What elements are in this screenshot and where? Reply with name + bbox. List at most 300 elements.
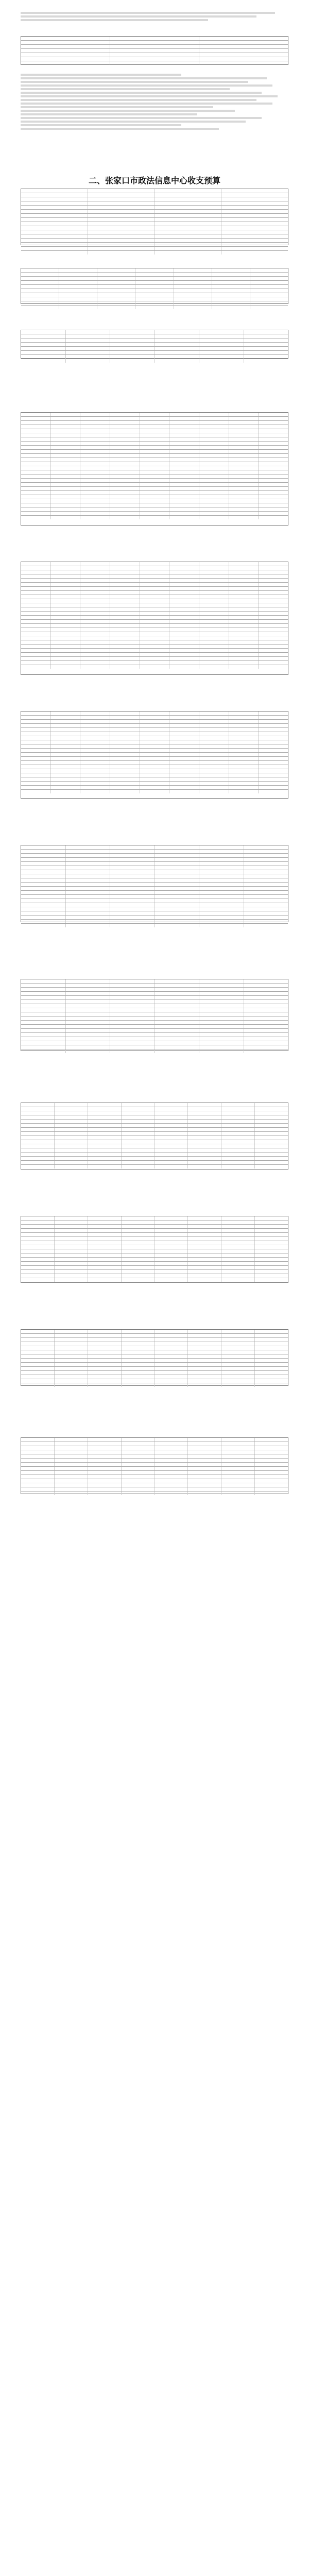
table-cell bbox=[250, 306, 288, 309]
table-cell bbox=[21, 281, 59, 284]
table-cell bbox=[229, 417, 259, 420]
table-cell bbox=[169, 711, 199, 715]
table-cell bbox=[65, 845, 110, 849]
table-cell bbox=[110, 649, 140, 652]
table-cell bbox=[54, 1459, 88, 1462]
table-cell bbox=[229, 736, 259, 740]
table-cell bbox=[54, 1350, 88, 1354]
table-row bbox=[21, 915, 288, 919]
table-cell bbox=[88, 1334, 121, 1337]
table-cell bbox=[110, 895, 154, 899]
table-cell bbox=[154, 899, 199, 903]
table-cell bbox=[54, 1165, 88, 1168]
table-cell bbox=[199, 583, 229, 586]
table-cell bbox=[169, 749, 199, 752]
table-cell bbox=[199, 979, 244, 983]
table-row bbox=[21, 1483, 288, 1487]
table-cell bbox=[258, 495, 288, 499]
table-cell bbox=[21, 1479, 54, 1483]
table-cell bbox=[54, 1107, 88, 1111]
table-cell bbox=[21, 1041, 65, 1045]
table-cell bbox=[21, 479, 50, 482]
table-cell bbox=[169, 495, 199, 499]
table-cell bbox=[154, 1278, 188, 1282]
table-cell bbox=[88, 1241, 121, 1245]
table-cell bbox=[229, 612, 259, 615]
table-cell bbox=[187, 1245, 221, 1249]
table-cell bbox=[54, 1354, 88, 1358]
table-cell bbox=[229, 562, 259, 566]
table-row bbox=[21, 466, 288, 470]
table-cell bbox=[121, 1483, 154, 1487]
table-cell bbox=[229, 732, 259, 736]
table-cell bbox=[244, 1037, 288, 1041]
table-cell bbox=[65, 996, 110, 999]
table-cell bbox=[229, 761, 259, 765]
table-cell bbox=[199, 883, 244, 886]
table-cell bbox=[21, 854, 65, 857]
table-cell bbox=[258, 732, 288, 736]
table-row bbox=[21, 744, 288, 748]
table-cell bbox=[54, 1446, 88, 1450]
table-cell bbox=[50, 579, 80, 582]
table-cell bbox=[21, 603, 50, 607]
table-cell bbox=[221, 1487, 254, 1491]
table-cell bbox=[229, 645, 259, 648]
table-cell bbox=[258, 716, 288, 719]
table-cell bbox=[154, 193, 221, 197]
table-cell bbox=[54, 1359, 88, 1362]
table-cell bbox=[80, 425, 110, 429]
table-cell bbox=[135, 277, 173, 280]
table-cell bbox=[65, 920, 110, 923]
table-cell bbox=[199, 359, 244, 363]
table-cell bbox=[135, 306, 173, 309]
table-cell bbox=[50, 442, 80, 445]
table-cell bbox=[21, 653, 50, 656]
table-cell bbox=[169, 665, 199, 669]
table-cell bbox=[121, 1359, 154, 1362]
table-row bbox=[21, 781, 288, 785]
table-cell bbox=[154, 1346, 188, 1350]
table-cell bbox=[199, 338, 244, 342]
table-row bbox=[21, 769, 288, 773]
budget-table bbox=[21, 268, 288, 304]
table-cell bbox=[221, 1115, 254, 1119]
table-cell bbox=[154, 1334, 188, 1337]
budget-table bbox=[21, 711, 288, 799]
table-cell bbox=[169, 636, 199, 640]
table-cell bbox=[65, 979, 110, 983]
table-cell bbox=[50, 512, 80, 515]
table-cell bbox=[80, 413, 110, 416]
table-cell bbox=[199, 665, 229, 669]
table-cell bbox=[21, 189, 88, 193]
table-cell bbox=[110, 503, 140, 507]
table-cell bbox=[21, 210, 88, 213]
table-cell bbox=[258, 620, 288, 623]
table-cell bbox=[21, 1157, 54, 1160]
table-cell bbox=[154, 1475, 188, 1479]
table-cell bbox=[258, 429, 288, 433]
table-cell bbox=[229, 579, 259, 582]
table-cell bbox=[21, 230, 88, 234]
table-cell bbox=[221, 1266, 254, 1269]
table-cell bbox=[50, 661, 80, 665]
table-row bbox=[21, 293, 288, 297]
table-row bbox=[21, 350, 288, 354]
table-row bbox=[21, 503, 288, 507]
table-cell bbox=[80, 429, 110, 433]
table-cell bbox=[110, 1000, 154, 1004]
table-cell bbox=[80, 645, 110, 648]
table-row bbox=[21, 1004, 288, 1008]
table-cell bbox=[140, 612, 169, 615]
table-cell bbox=[199, 429, 229, 433]
table-cell bbox=[199, 736, 229, 740]
table-row bbox=[21, 453, 288, 457]
table-cell bbox=[110, 612, 140, 615]
table-cell bbox=[110, 640, 140, 644]
table-cell bbox=[110, 599, 140, 603]
table-cell bbox=[80, 765, 110, 769]
table-cell bbox=[21, 437, 50, 441]
table-cell bbox=[54, 1487, 88, 1491]
table-cell bbox=[154, 1107, 188, 1111]
table-cell bbox=[154, 1253, 188, 1257]
table-cell bbox=[140, 437, 169, 441]
table-cell bbox=[199, 1004, 244, 1008]
table-cell bbox=[121, 1487, 154, 1491]
table-row bbox=[21, 242, 288, 246]
table-cell bbox=[121, 1454, 154, 1458]
table-cell bbox=[80, 732, 110, 736]
table-cell bbox=[187, 1342, 221, 1346]
table-cell bbox=[258, 640, 288, 644]
table-cell bbox=[50, 574, 80, 578]
table-cell bbox=[88, 1161, 121, 1164]
table-cell bbox=[50, 632, 80, 636]
table-cell bbox=[121, 1338, 154, 1342]
table-row bbox=[21, 1491, 288, 1495]
table-cell bbox=[254, 1363, 288, 1366]
table-cell bbox=[21, 1270, 54, 1274]
table-row bbox=[21, 582, 288, 586]
table-cell bbox=[154, 1004, 199, 1008]
table-cell bbox=[221, 1107, 254, 1111]
table-cell bbox=[254, 1124, 288, 1127]
table-cell bbox=[21, 591, 50, 595]
table-cell bbox=[21, 1161, 54, 1164]
table-cell bbox=[88, 1229, 121, 1232]
table-cell bbox=[258, 503, 288, 507]
table-cell bbox=[80, 433, 110, 437]
table-row bbox=[21, 1028, 288, 1032]
table-cell bbox=[229, 479, 259, 482]
table-cell bbox=[65, 854, 110, 857]
table-row bbox=[21, 1366, 288, 1370]
table-cell bbox=[110, 920, 154, 923]
table-cell bbox=[154, 1459, 188, 1462]
table-cell bbox=[169, 786, 199, 789]
table-cell bbox=[244, 343, 288, 346]
table-cell bbox=[80, 417, 110, 420]
table-cell bbox=[154, 1241, 188, 1245]
table-cell bbox=[187, 1383, 221, 1387]
table-cell bbox=[21, 1463, 54, 1466]
table-cell bbox=[59, 277, 97, 280]
table-cell bbox=[258, 499, 288, 503]
table-cell bbox=[21, 1350, 54, 1354]
table-cell bbox=[50, 649, 80, 652]
table-cell bbox=[229, 753, 259, 756]
table-cell bbox=[50, 740, 80, 744]
table-cell bbox=[140, 632, 169, 636]
table-cell bbox=[135, 297, 173, 301]
table-cell bbox=[54, 1233, 88, 1236]
table-cell bbox=[140, 421, 169, 425]
table-cell bbox=[244, 920, 288, 923]
table-cell bbox=[169, 483, 199, 486]
table-cell bbox=[154, 247, 221, 250]
table-cell bbox=[199, 437, 229, 441]
table-cell bbox=[154, 1383, 188, 1387]
table-cell bbox=[258, 591, 288, 595]
table-cell bbox=[80, 620, 110, 623]
table-cell bbox=[169, 446, 199, 449]
table-cell bbox=[80, 740, 110, 744]
table-row bbox=[21, 765, 288, 769]
table-cell bbox=[110, 777, 140, 781]
table-cell bbox=[110, 413, 140, 416]
table-cell bbox=[21, 417, 50, 420]
table-cell bbox=[21, 1438, 54, 1442]
table-cell bbox=[169, 740, 199, 744]
table-cell bbox=[80, 495, 110, 499]
table-cell bbox=[221, 1459, 254, 1462]
table-cell bbox=[221, 1371, 254, 1375]
table-cell bbox=[229, 616, 259, 619]
table-cell bbox=[121, 1241, 154, 1245]
table-cell bbox=[88, 1148, 121, 1152]
table-row bbox=[21, 857, 288, 861]
table-cell bbox=[258, 720, 288, 723]
table-cell bbox=[135, 281, 173, 284]
budget-table bbox=[21, 845, 288, 922]
table-cell bbox=[50, 757, 80, 760]
table-cell bbox=[229, 425, 259, 429]
table-cell bbox=[54, 1463, 88, 1466]
table-cell bbox=[65, 1012, 110, 1016]
table-cell bbox=[54, 1363, 88, 1366]
table-cell bbox=[199, 603, 229, 607]
table-cell bbox=[258, 587, 288, 590]
table-cell bbox=[154, 1471, 188, 1475]
table-cell bbox=[244, 347, 288, 350]
table-cell bbox=[174, 289, 212, 293]
table-cell bbox=[244, 1012, 288, 1016]
table-cell bbox=[154, 343, 199, 346]
table-cell bbox=[154, 996, 199, 999]
table-row bbox=[21, 619, 288, 623]
table-cell bbox=[199, 870, 244, 874]
table-cell bbox=[21, 649, 50, 652]
table-cell bbox=[50, 636, 80, 640]
table-cell bbox=[21, 1237, 54, 1241]
table-cell bbox=[154, 1350, 188, 1354]
table-cell bbox=[187, 1140, 221, 1144]
table-cell bbox=[88, 1438, 121, 1442]
table-row bbox=[21, 515, 288, 519]
table-cell bbox=[154, 206, 221, 209]
table-cell bbox=[229, 574, 259, 578]
table-cell bbox=[199, 850, 244, 853]
table-cell bbox=[88, 1278, 121, 1282]
table-cell bbox=[80, 636, 110, 640]
table-cell bbox=[121, 1266, 154, 1269]
table-cell bbox=[21, 620, 50, 623]
table-row bbox=[21, 1012, 288, 1016]
table-cell bbox=[80, 474, 110, 478]
table-cell bbox=[169, 595, 199, 599]
table-cell bbox=[221, 1253, 254, 1257]
table-cell bbox=[110, 988, 154, 991]
table-cell bbox=[169, 716, 199, 719]
table-cell bbox=[229, 587, 259, 590]
table-cell bbox=[250, 301, 288, 305]
table-cell bbox=[80, 720, 110, 723]
table-cell bbox=[80, 499, 110, 503]
table-cell bbox=[54, 1245, 88, 1249]
table-cell bbox=[110, 878, 154, 882]
table-row bbox=[21, 923, 288, 927]
table-row bbox=[21, 462, 288, 466]
table-cell bbox=[88, 1144, 121, 1148]
table-cell bbox=[80, 773, 110, 777]
table-cell bbox=[50, 429, 80, 433]
table-cell bbox=[110, 338, 154, 342]
table-cell bbox=[21, 761, 50, 765]
table-row bbox=[21, 903, 288, 907]
table-cell bbox=[199, 740, 229, 744]
table-cell bbox=[187, 1262, 221, 1265]
table-cell bbox=[169, 579, 199, 582]
table-cell bbox=[254, 1274, 288, 1278]
table-cell bbox=[244, 1004, 288, 1008]
table-cell bbox=[21, 911, 65, 915]
table-row bbox=[21, 226, 288, 230]
table-row bbox=[21, 1032, 288, 1037]
table-cell bbox=[154, 197, 221, 201]
table-cell bbox=[140, 491, 169, 495]
table-cell bbox=[169, 640, 199, 644]
table-cell bbox=[199, 744, 229, 748]
table-cell bbox=[221, 234, 288, 238]
table-cell bbox=[80, 503, 110, 507]
table-cell bbox=[244, 862, 288, 866]
table-row bbox=[21, 222, 288, 226]
table-cell bbox=[21, 1371, 54, 1375]
table-cell bbox=[50, 591, 80, 595]
table-cell bbox=[212, 285, 250, 289]
table-cell bbox=[258, 744, 288, 748]
table-cell bbox=[229, 413, 259, 416]
table-cell bbox=[154, 1492, 188, 1495]
table-cell bbox=[244, 907, 288, 911]
table-cell bbox=[21, 347, 65, 350]
table-cell bbox=[154, 230, 221, 234]
table-cell bbox=[21, 907, 65, 911]
table-cell bbox=[21, 1216, 54, 1220]
table-cell bbox=[88, 1371, 121, 1375]
table-cell bbox=[21, 587, 50, 590]
table-cell bbox=[254, 1161, 288, 1164]
table-cell bbox=[21, 1111, 54, 1115]
table-cell bbox=[244, 1033, 288, 1037]
table-cell bbox=[254, 1148, 288, 1152]
table-row bbox=[21, 732, 288, 736]
table-cell bbox=[187, 1442, 221, 1446]
table-cell bbox=[244, 883, 288, 886]
table-cell bbox=[154, 210, 221, 213]
table-cell bbox=[199, 334, 244, 338]
table-cell bbox=[21, 1450, 54, 1454]
table-cell bbox=[229, 665, 259, 669]
table-cell bbox=[110, 984, 154, 987]
table-cell bbox=[54, 1342, 88, 1346]
table-cell bbox=[88, 1216, 121, 1220]
table-cell bbox=[187, 1216, 221, 1220]
table-cell bbox=[140, 454, 169, 457]
table-cell bbox=[135, 268, 173, 272]
table-cell bbox=[88, 1153, 121, 1156]
table-cell bbox=[110, 462, 140, 466]
table-cell bbox=[199, 632, 229, 636]
table-cell bbox=[54, 1140, 88, 1144]
table-row bbox=[21, 719, 288, 723]
table-cell bbox=[54, 1144, 88, 1148]
table-cell bbox=[54, 1132, 88, 1136]
table-cell bbox=[21, 616, 50, 619]
table-cell bbox=[229, 657, 259, 660]
table-cell bbox=[140, 711, 169, 715]
table-row bbox=[21, 209, 288, 213]
table-cell bbox=[88, 1350, 121, 1354]
table-cell bbox=[50, 470, 80, 474]
table-cell bbox=[187, 1278, 221, 1282]
table-row bbox=[21, 205, 288, 209]
table-cell bbox=[54, 1153, 88, 1156]
table-cell bbox=[254, 1153, 288, 1156]
table-cell bbox=[154, 351, 199, 354]
table-cell bbox=[21, 1136, 54, 1140]
table-row bbox=[21, 894, 288, 899]
table-cell bbox=[229, 653, 259, 656]
table-cell bbox=[254, 1492, 288, 1495]
table-cell bbox=[21, 583, 50, 586]
table-cell bbox=[21, 566, 50, 570]
table-cell bbox=[199, 1021, 244, 1024]
table-cell bbox=[187, 1225, 221, 1228]
table-cell bbox=[174, 293, 212, 297]
table-cell bbox=[187, 1454, 221, 1458]
table-cell bbox=[221, 1334, 254, 1337]
table-cell bbox=[244, 845, 288, 849]
table-cell bbox=[88, 1375, 121, 1379]
table-cell bbox=[199, 895, 244, 899]
table-cell bbox=[88, 1442, 121, 1446]
table-cell bbox=[59, 289, 97, 293]
